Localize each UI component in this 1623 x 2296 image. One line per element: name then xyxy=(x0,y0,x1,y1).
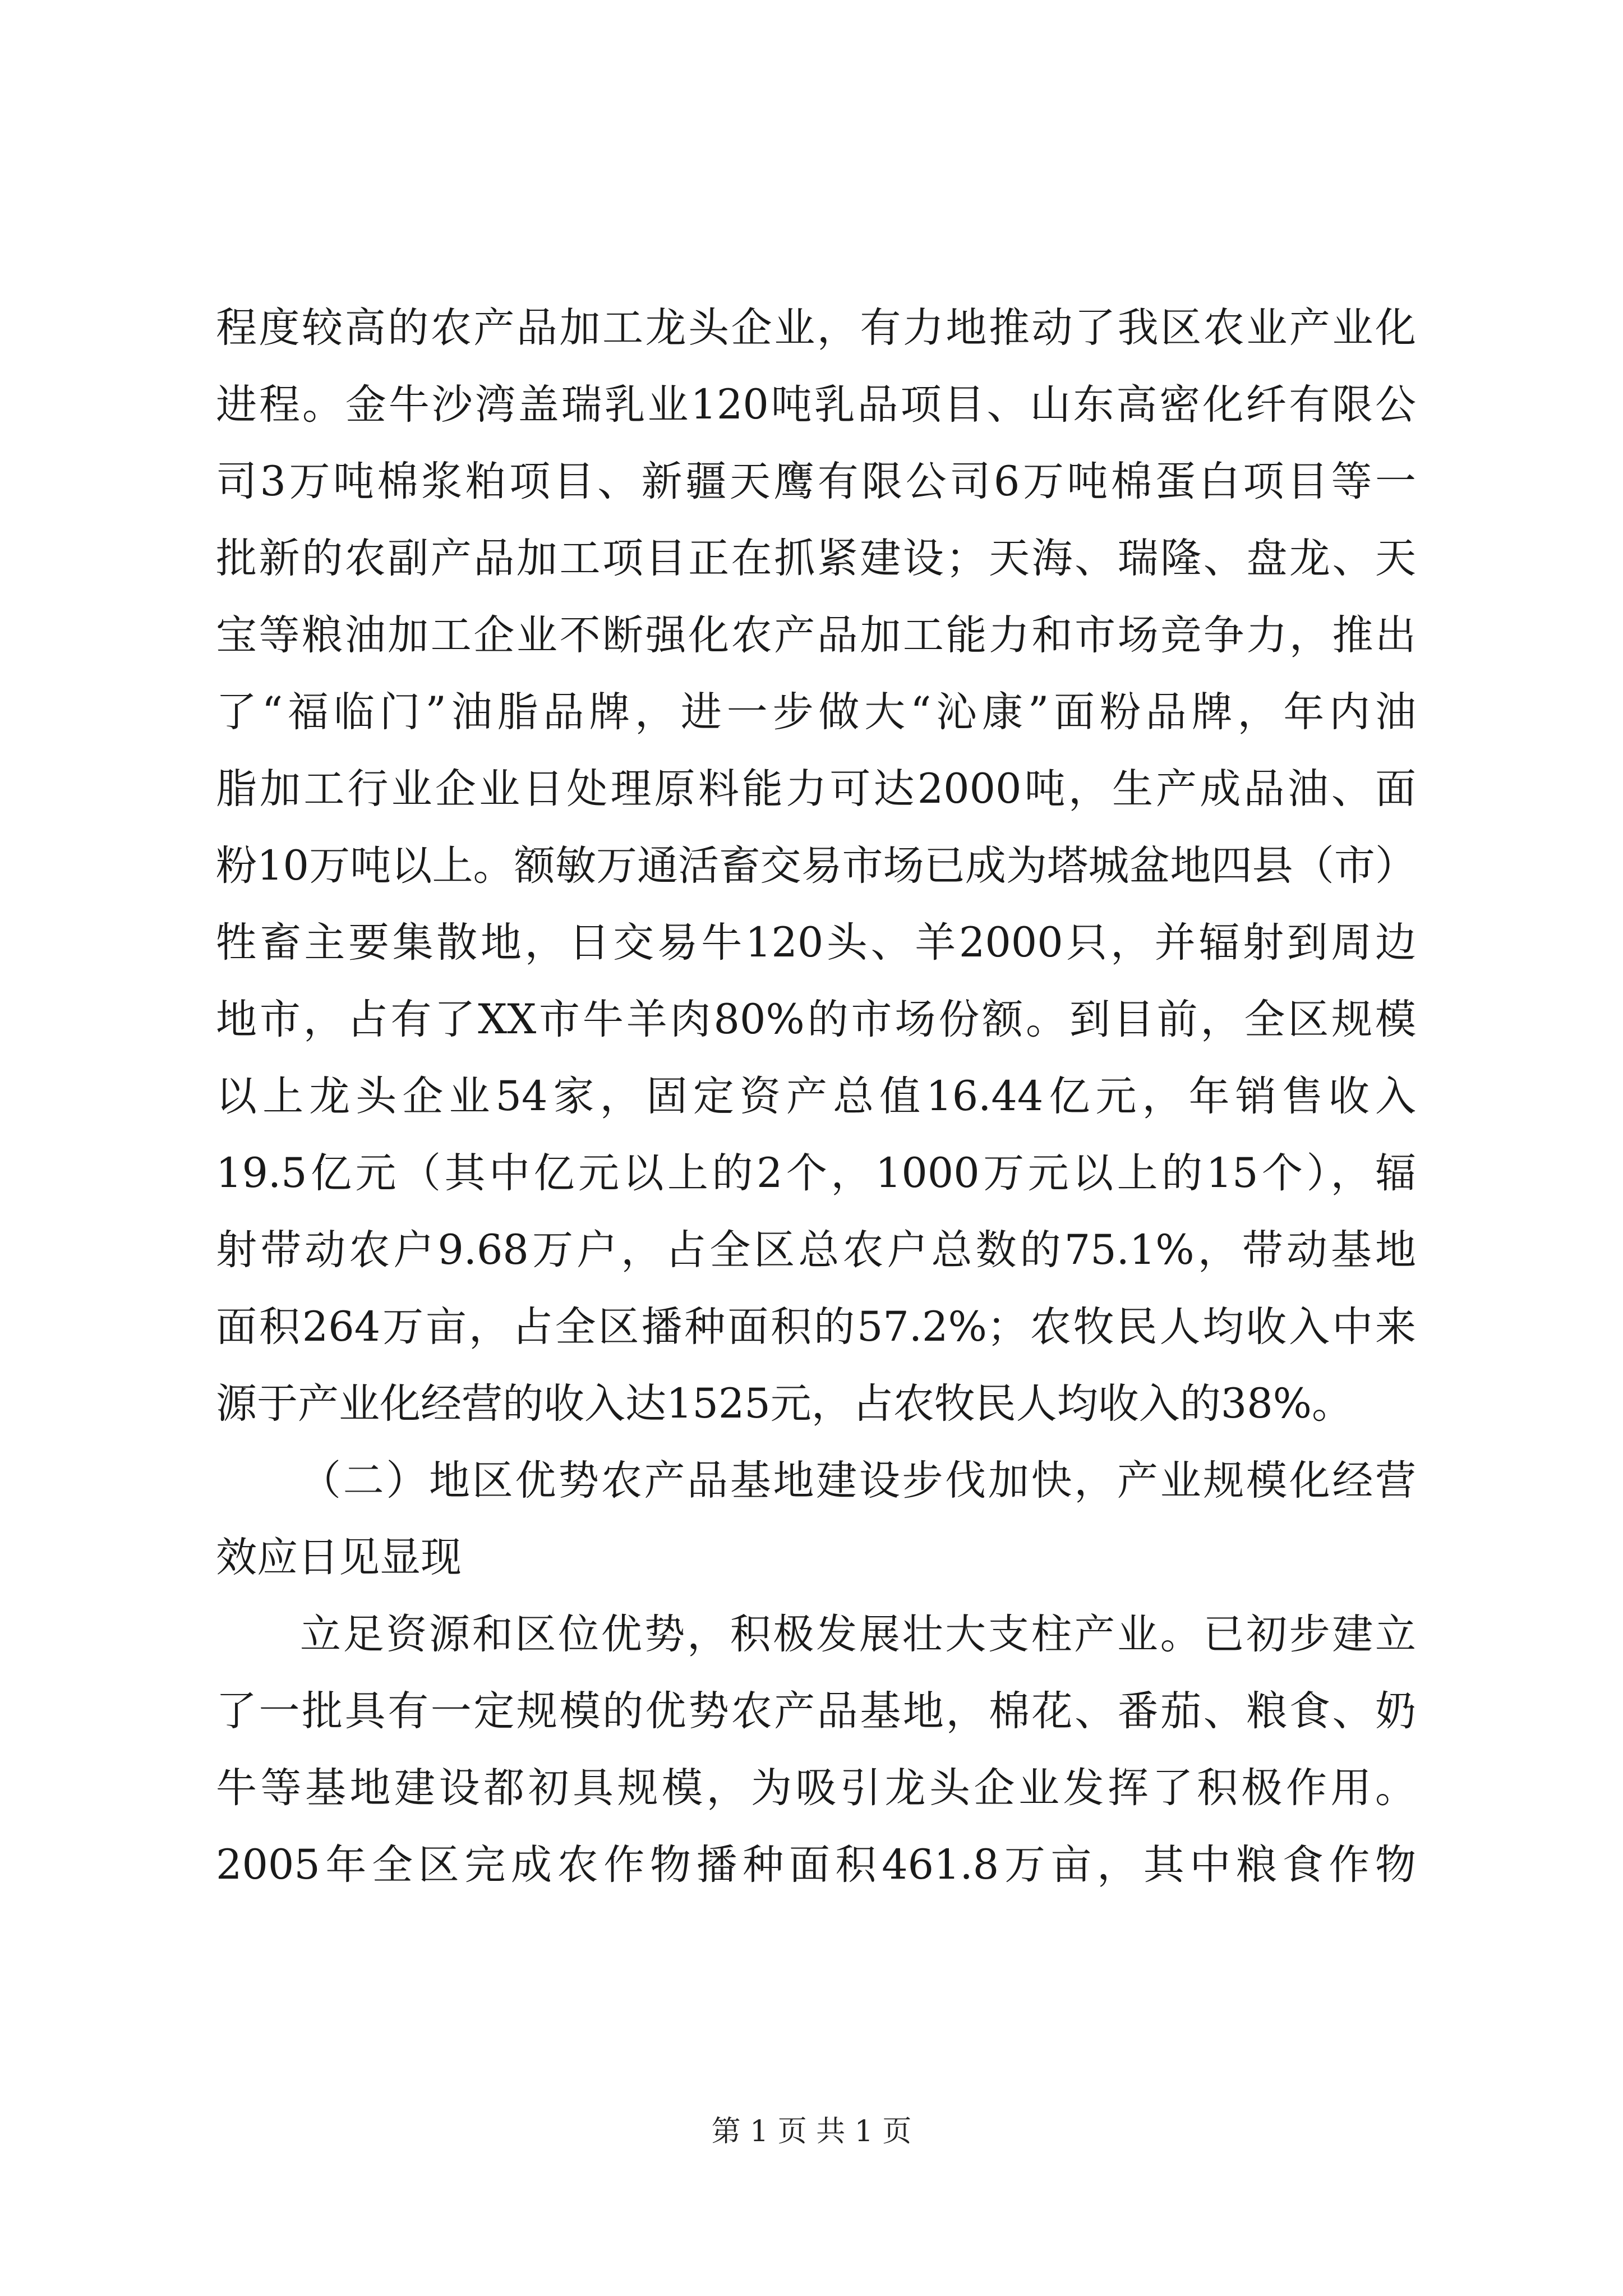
body-text-line: 牛等基地建设都初具规模，为吸引龙头企业发挥了积极作用。 xyxy=(216,1764,1416,1812)
body-text-line: 司3万吨棉浆粕项目、新疆天鹰有限公司6万吨棉蛋白项目等一 xyxy=(216,458,1416,505)
body-text-line: 程度较高的农产品加工龙头企业，有力地推动了我区农业产业化 xyxy=(216,304,1416,352)
body-text-line: 进程。金牛沙湾盖瑞乳业120吨乳品项目、山东高密化纤有限公 xyxy=(216,381,1416,429)
body-text-line: 牲畜主要集散地，日交易牛120头、羊2000只，并辐射到周边 xyxy=(216,919,1416,967)
body-text-line: 2005年全区完成农作物播种面积461.8万亩，其中粮食作物 xyxy=(216,1841,1416,1889)
body-text-line: 宝等粮油加工企业不断强化农产品加工能力和市场竞争力，推出 xyxy=(216,611,1416,659)
body-text-line: 了一批具有一定规模的优势农产品基地，棉花、番茄、粮食、奶 xyxy=(216,1687,1416,1735)
section-heading-line: （二）地区优势农产品基地建设步伐加快，产业规模化经营 xyxy=(300,1457,1416,1504)
body-text-line: 以上龙头企业54家，固定资产总值16.44亿元，年销售收入 xyxy=(216,1073,1416,1120)
body-text-line: 源于产业化经营的收入达1525元，占农牧民人均收入的38%。 xyxy=(216,1380,1353,1428)
body-text-line: 19.5亿元（其中亿元以上的2个，1000万元以上的15个），辐 xyxy=(216,1149,1416,1197)
body-text-line: 批新的农副产品加工项目正在抓紧建设；天海、瑞隆、盘龙、天 xyxy=(216,535,1416,582)
section-heading-line: 效应日见显现 xyxy=(216,1534,462,1581)
body-text-line: 面积264万亩，占全区播种面积的57.2%；农牧民人均收入中来 xyxy=(216,1303,1416,1351)
body-text-line: 脂加工行业企业日处理原料能力可达2000吨，生产成品油、面 xyxy=(216,765,1416,813)
body-text-line: 立足资源和区位优势，积极发展壮大支柱产业。已初步建立 xyxy=(300,1611,1416,1658)
body-text-line: 粉10万吨以上。额敏万通活畜交易市场已成为塔城盆地四县（市） xyxy=(216,842,1416,890)
body-text-line: 了“福临门”油脂品牌，进一步做大“沁康”面粉品牌，年内油 xyxy=(216,688,1416,736)
body-text-line: 地市，占有了XX市牛羊肉80%的市场份额。到目前，全区规模 xyxy=(216,996,1416,1043)
body-text-line: 射带动农户9.68万户，占全区总农户总数的75.1%，带动基地 xyxy=(216,1226,1416,1274)
page-number-footer: 第 1 页 共 1 页 xyxy=(711,2115,912,2148)
